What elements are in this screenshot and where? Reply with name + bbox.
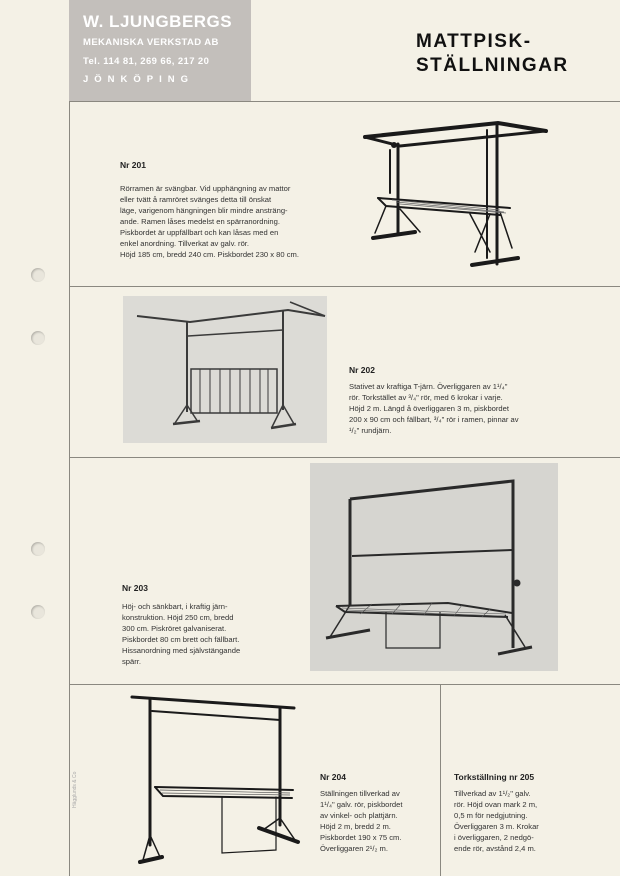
company-name: W. LJUNGBERGS (83, 12, 233, 31)
company-subtitle: MEKANISKA VERKSTAD AB (83, 37, 219, 48)
margin-note: Hägglunds & Co (72, 771, 78, 808)
company-city: JÖNKÖPING (83, 74, 195, 85)
company-header (69, 0, 251, 101)
product-photo-203 (310, 463, 558, 671)
title-line-2: STÄLLNINGAR (416, 55, 569, 76)
product-photo-202 (123, 296, 327, 443)
title-line-1: MATTPISK- (416, 31, 532, 52)
product-code-205: Torkställning nr 205 (454, 772, 535, 782)
product-code-204: Nr 204 (320, 772, 346, 782)
product-code-202: Nr 202 (349, 365, 375, 375)
product-desc-202: Stativet av kraftiga T-järn. Överliggaren av 1¹/₄" rör. Torkstället av ³/₄" rör, med 6 krokar i varje. Höjd 2 m. Längd å överliggaren 3 m, piskbordet 200 x 90 cm och fällbart, ³/₄" rör i ramen, pinnar av ¹/₂" rundjärn. (349, 382, 519, 435)
binder-hole (31, 542, 45, 556)
product-desc-204: Ställningen tillverkad av 1¹/₄" galv. rör, piskbordet av vinkel- och plattjärn. Höjd 2 m, bredd 2 m. Piskbordet 190 x 75 cm. Överliggaren 2¹/₂ m. (320, 789, 403, 853)
product-desc-205: Tillverkad av 1¹/₂" galv. rör. Höjd ovan mark 2 m, 0,5 m för nedgjutning. Överliggaren 3 m. Krokar i överliggaren, 2 nedgö- ende rör, avstånd 2,4 m. (454, 789, 539, 853)
binder-hole (31, 331, 45, 345)
product-code-201: Nr 201 (120, 160, 146, 170)
section-divider (69, 684, 620, 685)
product-code-203: Nr 203 (122, 583, 148, 593)
product-desc-203: Höj- och sänkbart, i kraftig järn- konstruktion. Höjd 250 cm, bredd 300 cm. Piskröret galvaniserat. Piskbordet 80 cm brett och fällbart. Hissanordning med självstängande spärr. (122, 602, 241, 666)
product-desc-201: Rörramen är svängbar. Vid upphängning av mattor eller tvätt å ramröret svänges detta till önskat läge, varigenom hängningen blir mindre ansträng- ande. Ramen låses medelst en spärranordning. Piskbordet är uppfällbart och kan låsas med en enkel anordning. Tillverkat av galv. rör. Höjd 185 cm, bredd 240 cm. Piskbordet 230 x 80 cm. (120, 184, 299, 259)
page-title (416, 30, 569, 78)
column-divider (440, 684, 441, 876)
company-phone: Tel. 114 81, 269 66, 217 20 (83, 56, 210, 67)
section-divider (69, 101, 620, 102)
binder-hole (31, 268, 45, 282)
binder-hole (31, 605, 45, 619)
column-divider (69, 101, 70, 876)
section-divider (69, 286, 620, 287)
section-divider (69, 457, 620, 458)
